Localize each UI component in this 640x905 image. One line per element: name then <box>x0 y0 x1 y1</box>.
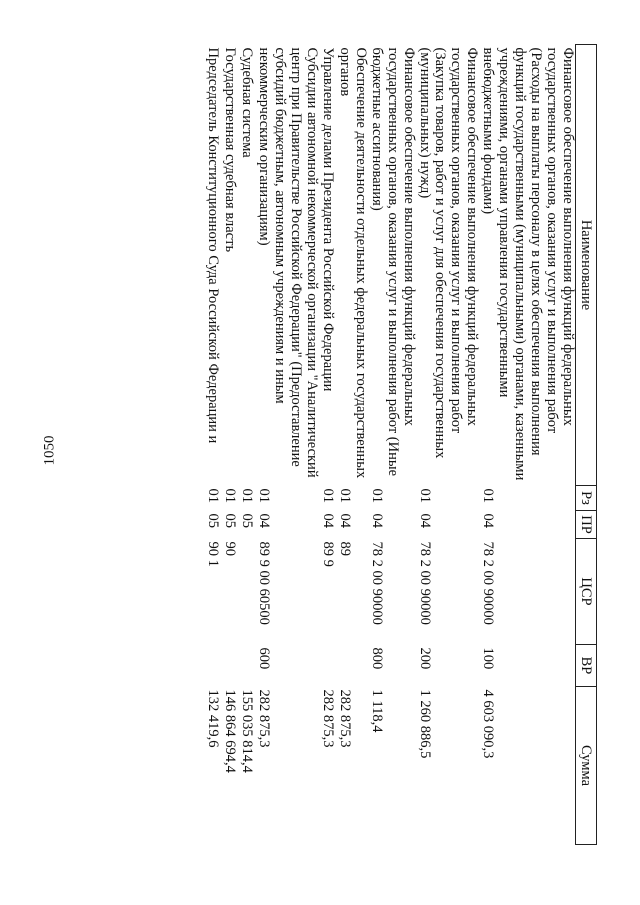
row-pr: 04 <box>319 513 336 528</box>
row-name: Государственная судебная власть <box>222 47 239 253</box>
row-vr <box>221 645 238 687</box>
header-name: Наименование <box>576 45 597 486</box>
row-name: Субсидии автономной некоммерческой организации "Аналитический центр при Правительстве Российской Федерации" (Предоставление субсидий бюджетным, автономным учреждениям и иным некоммерческим организациям) <box>256 47 320 478</box>
row-csr: 78 2 00 90000 <box>368 541 385 625</box>
row-sum: 282 875,3 <box>336 689 353 748</box>
row-sum: 132 419,6 <box>205 689 222 748</box>
row-vr: 600 <box>256 647 273 670</box>
page-number: 1050 <box>41 435 58 466</box>
row-pr: 05 <box>222 513 239 528</box>
table-row <box>336 45 368 845</box>
row-csr: 78 2 00 90000 <box>416 541 433 625</box>
row-pr: 04 <box>480 513 497 528</box>
row-sum: 4 603 090,3 <box>480 689 497 759</box>
row-vr <box>238 645 255 687</box>
row-vr: 200 <box>416 647 433 670</box>
row-rz: 01 <box>205 488 222 503</box>
row-name: Управление делами Президента Российской Федерации <box>319 47 336 392</box>
table-row <box>319 45 336 845</box>
row-name: Финансовое обеспечение выполнения функций федеральных государственных органов, оказания услуг и выполнения работ (Закупка товаров, работ и услуг для обеспечения государственных (муниципальных) нужд) <box>416 47 481 459</box>
row-sum: 1 260 886,5 <box>416 689 433 759</box>
header-rz: Рз <box>576 486 597 511</box>
row-name: Председатель Конституционного Суда Российской Федерации и <box>205 47 222 444</box>
row-rz: 01 <box>239 488 256 503</box>
row-rz: 01 <box>256 488 273 503</box>
row-csr: 89 9 00 60500 <box>256 541 273 625</box>
table-row <box>221 45 238 845</box>
row-sum: 146 864 694,4 <box>222 689 239 773</box>
row-vr <box>204 645 221 687</box>
row-pr: 05 <box>239 513 256 528</box>
row-rz: 01 <box>480 488 497 503</box>
row-pr: 04 <box>416 513 433 528</box>
header-vr: ВР <box>576 645 597 687</box>
row-csr: 78 2 00 90000 <box>480 541 497 625</box>
row-pr: 04 <box>368 513 385 528</box>
table-row <box>255 45 319 845</box>
row-pr: 05 <box>205 513 222 528</box>
row-name: Финансовое обеспечение выполнения функций федеральных государственных органов, оказания услуг и выполнения работ (Иные бюджетные ассигнования) <box>368 47 417 477</box>
row-csr: 89 <box>336 541 353 556</box>
table-row <box>416 45 480 845</box>
row-sum: 1 118,4 <box>368 689 385 733</box>
row-sum: 282 875,3 <box>256 689 273 748</box>
row-csr: 90 1 <box>205 541 222 567</box>
row-vr <box>319 645 336 687</box>
row-rz: 01 <box>368 488 385 503</box>
rotated-page <box>2 0 640 897</box>
table-header-row <box>576 45 597 845</box>
row-pr: 04 <box>256 513 273 528</box>
row-rz: 01 <box>319 488 336 503</box>
table-row <box>479 45 575 845</box>
table-row <box>368 45 416 845</box>
row-vr <box>336 645 368 687</box>
row-rz: 01 <box>416 488 433 503</box>
row-rz: 01 <box>336 488 353 503</box>
table-row <box>204 45 221 845</box>
header-pr: ПР <box>576 511 597 539</box>
budget-table <box>204 44 597 845</box>
row-csr: 89 9 <box>319 541 336 567</box>
row-pr: 04 <box>336 513 353 528</box>
row-vr: 100 <box>480 647 497 670</box>
row-sum: 155 035 814,4 <box>239 689 256 773</box>
row-name: Обеспечение деятельности отдельных федеральных государственных органов <box>336 47 369 479</box>
row-rz: 01 <box>222 488 239 503</box>
row-csr <box>238 539 255 645</box>
table-row <box>238 45 255 845</box>
header-sum: Сумма <box>576 687 597 845</box>
row-name: Судебная система <box>239 47 256 158</box>
row-sum: 282 875,3 <box>319 689 336 748</box>
row-csr: 90 <box>222 541 239 556</box>
row-vr: 800 <box>368 647 385 670</box>
header-csr: ЦСР <box>576 539 597 645</box>
row-name: Финансовое обеспечение выполнения функций федеральных государственных органов, оказания услуг и выполнения работ (Расходы на выплаты персоналу в целях обеспечения выполнения функций государственными (муниципальными) органами, казенными учреждениями, органами управления государственными внебюджетными фондами) <box>480 47 576 481</box>
